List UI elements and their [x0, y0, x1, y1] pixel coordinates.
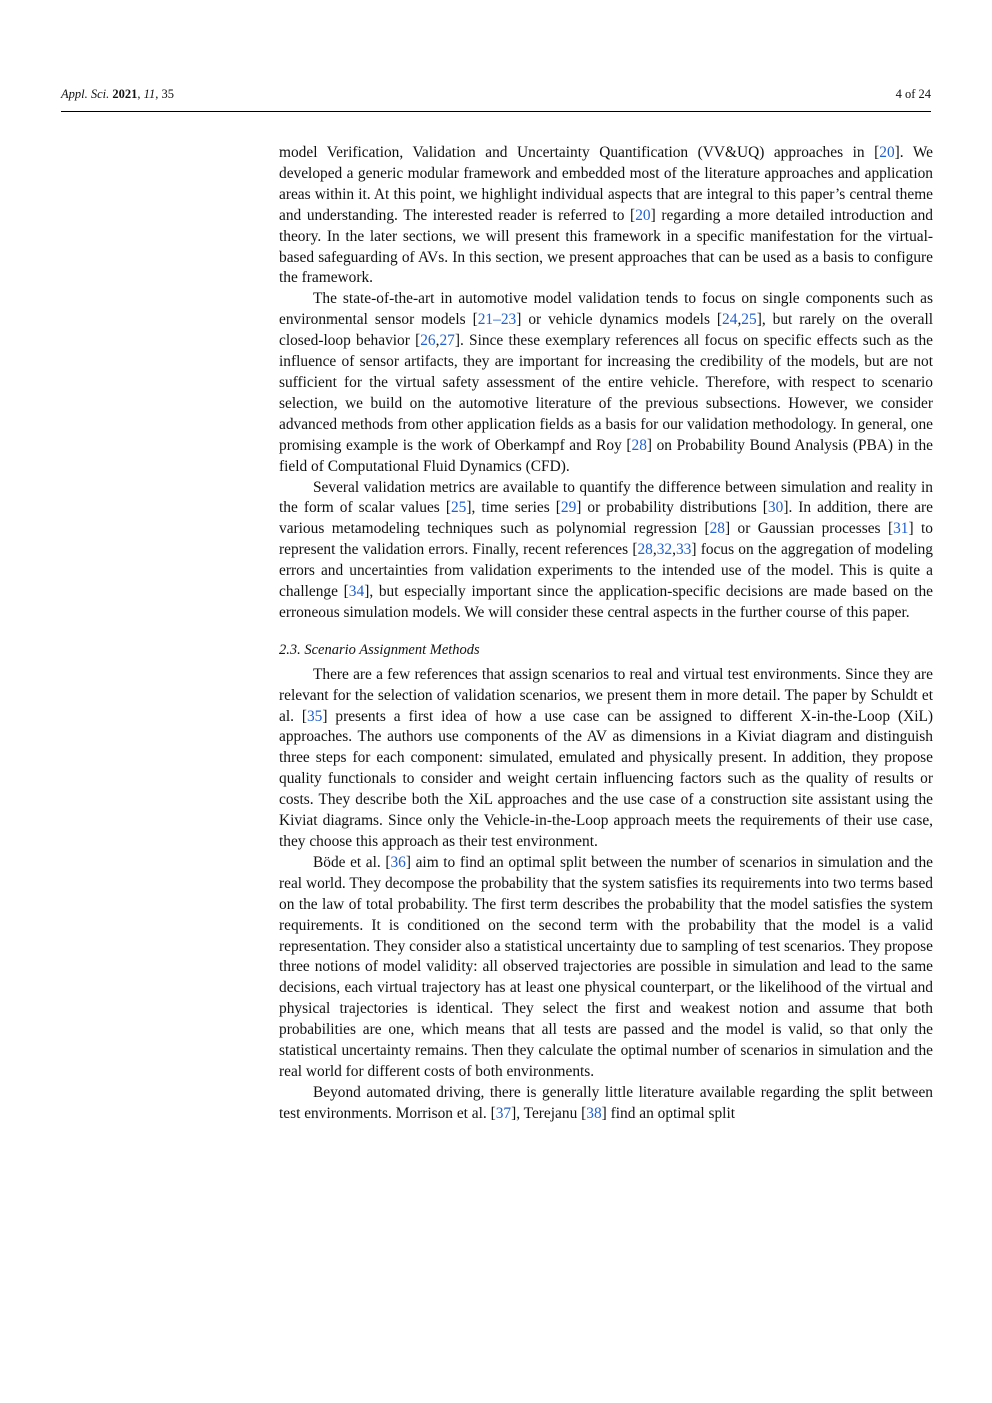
- citation-link[interactable]: 26: [420, 332, 436, 350]
- paragraph-text: ] on Probability Bound Analysis (PBA) in the field of Computational Fluid Dynamics (CFD).: [279, 436, 933, 475]
- paragraph-text: ] regarding a more detailed introduction and theory. In the later sections, we will present this framework in a specific manifestation for the virtual-based safeguarding of AVs. In this section, we present approaches that can be used as a basis to configure the framework.: [279, 206, 933, 287]
- article-number: 35: [161, 87, 174, 101]
- paragraph-text: Böde et al. [: [313, 853, 391, 871]
- paragraph-text: ]. We developed a generic modular framework and embedded most of the literature approaches and application areas within it. At this point, we highlight individual aspects that are integral to this paper’s central theme and understanding. The interested reader is referred to [: [279, 144, 933, 224]
- paragraph-text: ], Terejanu [: [511, 1104, 587, 1122]
- paragraph-text: ,: [672, 541, 676, 559]
- citation-link[interactable]: 25: [450, 499, 467, 517]
- citation-link[interactable]: 29: [560, 499, 577, 517]
- citation-link[interactable]: 27: [439, 332, 455, 350]
- citation-link[interactable]: 35: [306, 707, 323, 725]
- citation-link[interactable]: 30: [767, 499, 784, 517]
- citation-link[interactable]: 20: [635, 206, 651, 224]
- paragraph: [279, 853, 933, 1083]
- paragraph-text: Several validation metrics are available to quantify the difference between simulation and reality in the form of scalar values [: [279, 478, 933, 517]
- paragraph-text: ], time series [: [466, 499, 561, 517]
- paragraph-text: ] presents a first idea of how a use case can be assigned to different X-in-the-Loop (XiL) approaches. The authors use components of the AV as dimensions in a Kiviat diagram and distinguish three steps for each component: simulated, emulated and physically present. In addition, they propose quality functionals to consider and weight certain influencing factors such as the quality of results or costs. They describe both the XiL approaches and the use case of a construction site assistant using the Kiviat diagrams. Since only the Vehicle-in-the-Loop approach meets the requirements of their use case, they choose this approach as their test environment.: [279, 707, 933, 850]
- paragraph-text: ]. In addition, there are various metamodeling techniques such as polynomial regression [: [279, 499, 933, 538]
- paragraph: [279, 478, 933, 624]
- paragraph-text: ], but rarely on the overall closed-loop behavior [: [279, 311, 933, 350]
- paragraph: [279, 143, 933, 289]
- citation-link[interactable]: 20: [879, 144, 895, 161]
- citation-link[interactable]: 24: [722, 311, 738, 329]
- journal-volume: 11: [143, 87, 156, 101]
- paragraph: [279, 289, 933, 477]
- paragraph-text: ]. Since these exemplary references all focus on specific effects such as the influence of sensor artifacts, they are important for increasing the credibility of the models, but are not sufficient for the virtual safety assessment of the entire vehicle. Therefore, with respect to scenario selection, we build on the automotive literature of the previous subsections. However, we consider advanced methods from other application fields as a basis for our validation methodology. In general, one promising example is the work of Oberkampf and Roy [: [279, 332, 933, 454]
- paragraph: [279, 665, 933, 853]
- paragraph-text: ] or vehicle dynamics models [: [516, 311, 723, 329]
- paragraph-text: ] to represent the validation errors. Finally, recent references [: [279, 520, 933, 559]
- paragraph-text: ] find an optimal split: [601, 1104, 736, 1122]
- journal-citation: Appl. Sci. 2021, 11, 35: [61, 87, 174, 101]
- page-header: [61, 87, 931, 105]
- paragraph-text: There are a few references that assign scenarios to real and virtual test environments. Since they are relevant for the selection of validation scenarios, we present them in more detail. The paper by Schuldt et al. [: [279, 665, 933, 725]
- paragraph-text: ,: [652, 541, 657, 559]
- journal-year: 2021: [112, 87, 138, 101]
- paragraph-text: model Verification, Validation and Uncertainty Quantification (VV&UQ) approaches in [: [279, 144, 880, 161]
- citation-link[interactable]: 36: [390, 853, 406, 871]
- paragraph-text: Beyond automated driving, there is generally little literature available regarding the split between test environments. Morrison et al. [: [279, 1083, 933, 1122]
- page-number: 4 of 24: [895, 87, 931, 101]
- paragraph-text: ] or Gaussian processes [: [724, 520, 894, 538]
- citation-link[interactable]: 34: [348, 583, 365, 601]
- citation-link[interactable]: 25: [741, 311, 757, 329]
- citation-link[interactable]: 28: [631, 436, 647, 454]
- journal-name: Appl. Sci.: [61, 87, 110, 101]
- paragraph-text: The state-of-the-art in automotive model validation tends to focus on single components such as environmental sensor models [: [279, 290, 933, 329]
- paragraph-text: ], but especially important since the application-specific decisions are made based on the erroneous simulation models. We will consider these central aspects in the further course of this paper.: [279, 583, 933, 621]
- paragraph: [279, 1083, 933, 1125]
- citation-link[interactable]: 28: [637, 541, 653, 559]
- header-rule: [61, 111, 931, 112]
- paragraph-text: ] or probability distributions [: [576, 499, 768, 517]
- citation-link[interactable]: 37: [495, 1104, 512, 1122]
- paragraph-text: ] focus on the aggregation of modeling errors and uncertainties from validation experiments to the intended use of the model. This is quite a challenge [: [279, 541, 933, 601]
- citation-link[interactable]: 28: [709, 520, 725, 538]
- paragraph-text: ,: [435, 332, 440, 350]
- citation-link[interactable]: 21–23: [477, 311, 517, 329]
- paragraph-text: ,: [737, 311, 742, 329]
- citation-link[interactable]: 38: [586, 1104, 602, 1122]
- citation-link[interactable]: 33: [675, 541, 692, 559]
- paragraph-text: ] aim to find an optimal split between the number of scenarios in simulation and the real world. They decompose the probability that the system satisfies its requirements into two terms based on the law of total probability. The first term describes the probability that the model satisfies the system requirements. It is conditioned on the second term with the probability that the model is a valid representation. They consider also a statistical uncertainty due to sampling of test scenarios. They propose three notions of model validity: all observed trajectories are possible in simulation and lead to the same decisions, each virtual trajectory has at least one physical counterpart, or the likelihood of the virtual and physical trajectories is identical. They select the first and weakest notion and assume that both probabilities are one, which means that all tests are passed and the model is valid, so that only the statistical uncertainty remains. Then they calculate the optimal number of scenarios in simulation and the real world for different costs of both environments.: [279, 853, 933, 1080]
- citation-link[interactable]: 32: [656, 541, 673, 559]
- citation-link[interactable]: 31: [893, 520, 909, 538]
- main-text: [279, 143, 933, 1125]
- section-heading: 2.3. Scenario Assignment Methods: [279, 641, 480, 658]
